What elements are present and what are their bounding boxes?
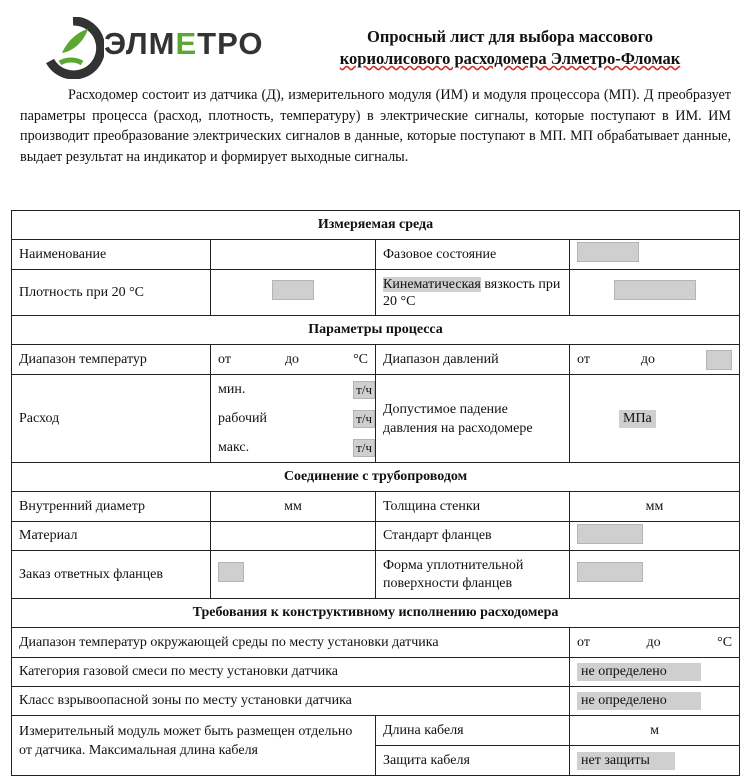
phase-label: Фазовое состояние [376,240,570,270]
flange-standard-label: Стандарт фланцев [376,522,570,551]
remote-module-label: Измерительный модуль может быть размещен отдельно от датчика. Максимальная длина кабеля [12,716,376,776]
ambient-temp-label: Диапазон температур окружающей среды по месту установки датчика [12,628,570,658]
viscosity-field[interactable] [570,270,740,316]
section-design-title: Требования к конструктивному исполнению расходомера [12,599,740,628]
density-label: Плотность при 20 °С [12,270,211,316]
questionnaire-table [11,210,740,776]
viscosity-label: Кинематическая вязкость при 20 °С [376,270,570,316]
page-title [300,26,720,70]
density-field[interactable] [211,270,376,316]
section-process-title: Параметры процесса [12,316,740,345]
pressure-range-label: Диапазон давлений [376,345,570,375]
logo-text: ЭЛМЕТРО [104,26,264,61]
title-line-2: кориолисового расходомера Элметро-Фломак [339,49,681,68]
flange-standard-select[interactable] [570,522,740,551]
counter-flange-label: Заказ ответных фланцев [12,551,211,599]
pressure-drop-label: Допустимое падение давления на расходомере [376,375,570,463]
inner-diameter-field[interactable]: мм [211,492,376,522]
wall-thickness-field[interactable]: мм [570,492,740,522]
section-pipe-title: Соединение с трубопроводом [12,463,740,492]
flow-min-unit[interactable]: т/ч [353,381,375,399]
cable-protection-select[interactable]: нет защиты [570,746,740,776]
pressure-drop-unit[interactable]: МПа [619,410,656,428]
gas-category-select[interactable]: не определено [570,658,740,687]
zone-class-label: Класс взрывоопасной зоны по месту установки датчика [12,687,570,716]
temp-range-field[interactable]: от до °С [211,345,376,375]
section-medium-title: Измеряемая среда [12,211,740,240]
cable-length-field[interactable]: м [570,716,740,746]
pressure-range-field[interactable]: от до [570,345,740,375]
logo-mark-icon [42,17,104,79]
temp-range-label: Диапазон температур [12,345,211,375]
counter-flange-checkbox[interactable] [211,551,376,599]
name-label: Наименование [12,240,211,270]
ambient-temp-field[interactable]: от до °С [570,628,740,658]
elmetro-logo [42,17,282,79]
flow-work-unit[interactable]: т/ч [353,410,375,428]
cable-protection-label: Защита кабеля [376,746,570,776]
intro-paragraph: Расходомер состоит из датчика (Д), измерительного модуля (ИМ) и модуля процессора (МП). Д преобразует параметры процесса (расход, плотность, температуру) в электрические сигналы, которые поступают в ИМ. ИМ производит преобразование электрических сигналов в данные, которые поступают в МП. МП обрабатывает данные, выдает результат на индикатор и формирует выходные сигналы. [20,87,731,165]
material-label: Материал [12,522,211,551]
flow-fields[interactable]: мин. т/ч рабочий т/ч макс. т/ч [211,375,376,463]
seal-surface-label: Форма уплотнительной поверхности фланцев [376,551,570,599]
gas-category-label: Категория газовой смеси по месту установки датчика [12,658,570,687]
title-line-1: Опросный лист для выбора массового [367,27,653,46]
flow-label: Расход [12,375,211,463]
inner-diameter-label: Внутренний диаметр [12,492,211,522]
pressure-drop-field[interactable] [570,375,740,463]
phase-select[interactable] [570,240,740,270]
wall-thickness-label: Толщина стенки [376,492,570,522]
name-field[interactable] [211,240,376,270]
zone-class-select[interactable]: не определено [570,687,740,716]
material-field[interactable] [211,522,376,551]
cable-length-label: Длина кабеля [376,716,570,746]
seal-surface-select[interactable] [570,551,740,599]
flow-max-unit[interactable]: т/ч [353,439,375,457]
